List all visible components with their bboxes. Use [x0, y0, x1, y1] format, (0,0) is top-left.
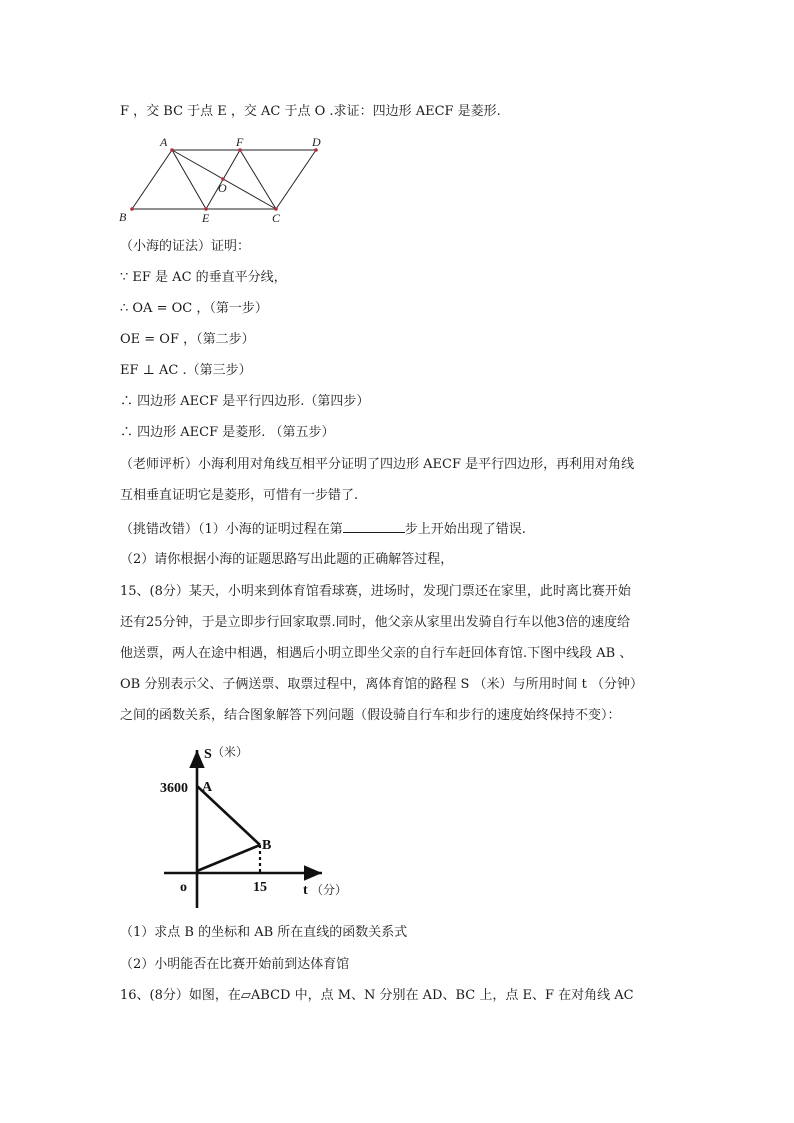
text-line-7: ∴ 四边形 AECF 是平行四边形.（第四步） — [120, 394, 370, 409]
label-o: O — [218, 181, 227, 195]
text-line-9: （老师评析）小海利用对角线互相平分证明了四边形 AECF 是平行四边形，再利用对角线 — [120, 457, 635, 472]
x-axis-unit: （分） — [311, 883, 348, 897]
answer-blank[interactable] — [343, 520, 405, 533]
text-line-18: （1）求点 B 的坐标和 AB 所在直线的函数关系式 — [120, 925, 408, 940]
label-e: E — [202, 211, 210, 225]
y-axis-unit: （米） — [212, 745, 249, 759]
blank-suffix: 步上开始出现了错误. — [404, 522, 526, 537]
origin-label: o — [180, 880, 187, 895]
x-tick-label: 15 — [253, 880, 267, 895]
text-line-15: 他送票，两人在途中相遇，相遇后小明立即坐父亲的自行车赶回体育馆.下图中线段 AB 、 — [120, 646, 633, 661]
text-line-6: EF ⊥ AC .（第三步） — [120, 363, 252, 378]
text-line-1: F ，交 BC 于点 E ，交 AC 于点 O .求证：四边形 AECF 是菱形. — [120, 104, 501, 119]
text-line-16: OB 分别表示父、子俩送票、取票过程中，离体育馆的路程 S （米）与所用时间 t （分钟） — [120, 677, 644, 692]
text-line-12: （2）请你根据小海的证题思路写出此题的正确解答过程， — [120, 552, 454, 567]
text-line-14: 还有25分钟，于是立即步行回家取票.同时，他父亲从家里出发骑自行车以他3倍的速度给 — [120, 615, 630, 630]
text-line-2: （小海的证法）证明： — [120, 239, 251, 254]
label-f: F — [236, 135, 244, 149]
y-axis-label: S — [204, 747, 212, 762]
text-line-13: 15、(8分）某天，小明来到体育馆看球赛，进场时，发现门票还在家里，此时离比赛开始 — [120, 584, 631, 599]
text-line-10: 互相垂直证明它是菱形，可惜有一步错了. — [120, 488, 359, 503]
point-a-label: A — [202, 780, 213, 795]
label-c: C — [272, 211, 281, 225]
x-axis-label: t — [303, 883, 308, 898]
label-d: D — [312, 135, 321, 149]
point-b-label: B — [262, 838, 272, 853]
parallelogram-figure — [110, 130, 340, 230]
text-line-17: 之间的函数关系，结合图象解答下列问题（假设骑自行车和步行的速度始终保持不变）： — [120, 708, 621, 723]
text-line-4: ∴ OA = OC ，（第一步） — [120, 301, 268, 316]
segment-ob — [197, 845, 260, 871]
label-a: A — [160, 135, 168, 149]
text-line-5: OE = OF ，（第二步） — [120, 332, 255, 347]
text-line-19: （2）小明能否在比赛开始前到达体育馆 — [120, 957, 350, 972]
y-tick-label: 3600 — [160, 781, 188, 796]
distance-time-graph — [150, 740, 360, 910]
label-b: B — [119, 210, 127, 224]
text-line-20: 16、(8分）如图，在▱ABCD 中，点 M、N 分别在 AD、BC 上，点 E、F 在对角线 AC — [120, 988, 634, 1003]
text-line-8: ∴ 四边形 AECF 是菱形. （第五步） — [120, 425, 335, 440]
text-line-11 — [120, 520, 526, 539]
text-line-3: ∵ EF 是 AC 的垂直平分线， — [120, 270, 287, 285]
blank-prefix: （挑错改错）（1）小海的证明过程在第 — [120, 522, 343, 537]
